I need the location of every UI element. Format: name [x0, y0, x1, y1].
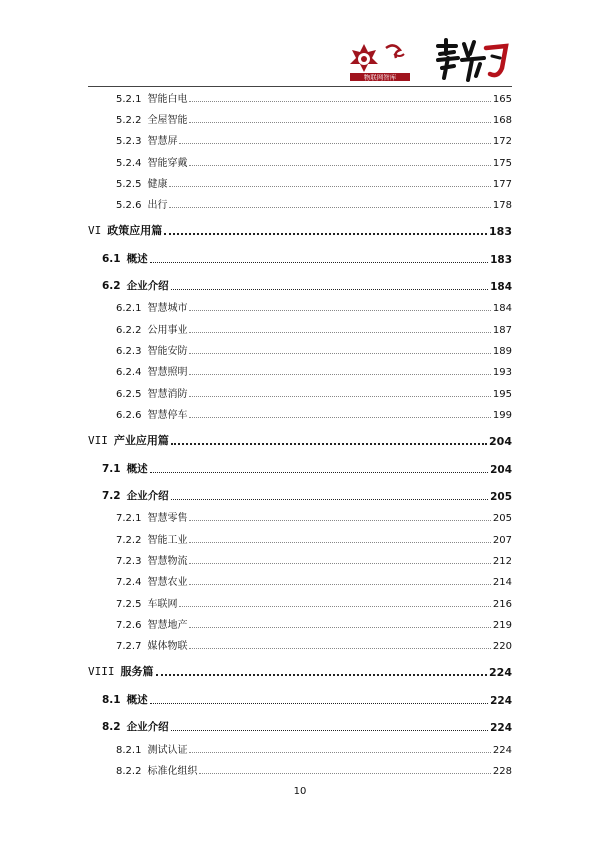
toc-entry-6-2-5[interactable]: 6.2.5 智慧消防 195 — [116, 389, 512, 400]
calligraphy-logo — [434, 38, 510, 84]
toc-entry-5-2-3[interactable]: 5.2.3 智慧屏 172 — [116, 136, 512, 147]
toc-entry-7-2-3[interactable]: 7.2.3 智慧物流 212 — [116, 556, 512, 567]
toc-entry-5-2-2[interactable]: 5.2.2 全屋智能 168 — [116, 115, 512, 126]
toc-section-7-1[interactable]: 7.1 概述 204 — [102, 463, 512, 476]
toc-entry-8-2-1[interactable]: 8.2.1 测试认证 224 — [116, 745, 512, 756]
toc-entry-7-2-2[interactable]: 7.2.2 智能工业 207 — [116, 535, 512, 546]
page-header — [88, 30, 512, 87]
toc-part-viii[interactable]: VIII 服务篇 224 — [88, 665, 512, 679]
toc-entry-6-2-4[interactable]: 6.2.4 智慧照明 193 — [116, 367, 512, 378]
toc-entry-7-2-4[interactable]: 7.2.4 智慧农业 214 — [116, 577, 512, 588]
toc-entry-5-2-4[interactable]: 5.2.4 智能穿戴 175 — [116, 158, 512, 169]
toc-entry-5-2-1[interactable]: 5.2.1 智能白电 165 — [116, 94, 512, 105]
toc-section-6-1[interactable]: 6.1 概述 183 — [102, 253, 512, 266]
toc-part-vi[interactable]: VI 政策应用篇 183 — [88, 224, 512, 238]
toc-section-7-2[interactable]: 7.2 企业介绍 205 — [102, 490, 512, 503]
toc-entry-6-2-1[interactable]: 6.2.1 智慧城市 184 — [116, 303, 512, 314]
toc-entry-7-2-1[interactable]: 7.2.1 智慧零售 205 — [116, 513, 512, 524]
toc-entry-6-2-3[interactable]: 6.2.3 智能安防 189 — [116, 346, 512, 357]
toc-part-vii[interactable]: VII 产业应用篇 204 — [88, 434, 512, 448]
toc-entry-5-2-6[interactable]: 5.2.6 出行 178 — [116, 200, 512, 211]
toc-entry-7-2-7[interactable]: 7.2.7 媒体物联 220 — [116, 641, 512, 652]
toc-section-6-2[interactable]: 6.2 企业介绍 184 — [102, 280, 512, 293]
toc-entry-6-2-2[interactable]: 6.2.2 公用事业 187 — [116, 325, 512, 336]
toc-entry-7-2-5[interactable]: 7.2.5 车联网 216 — [116, 599, 512, 610]
toc-section-8-2[interactable]: 8.2 企业介绍 224 — [102, 721, 512, 734]
toc-entry-6-2-6[interactable]: 6.2.6 智慧停车 199 — [116, 410, 512, 421]
toc-entry-8-2-2[interactable]: 8.2.2 标准化组织 228 — [116, 766, 512, 777]
logo-small-text: 物联网智库 — [363, 73, 397, 82]
iot-think-tank-logo — [350, 42, 420, 82]
toc-entry-5-2-5[interactable]: 5.2.5 健康 177 — [116, 179, 512, 190]
toc-entry-7-2-6[interactable]: 7.2.6 智慧地产 219 — [116, 620, 512, 631]
page-number: 10 — [293, 786, 307, 797]
toc-section-8-1[interactable]: 8.1 概述 224 — [102, 694, 512, 707]
